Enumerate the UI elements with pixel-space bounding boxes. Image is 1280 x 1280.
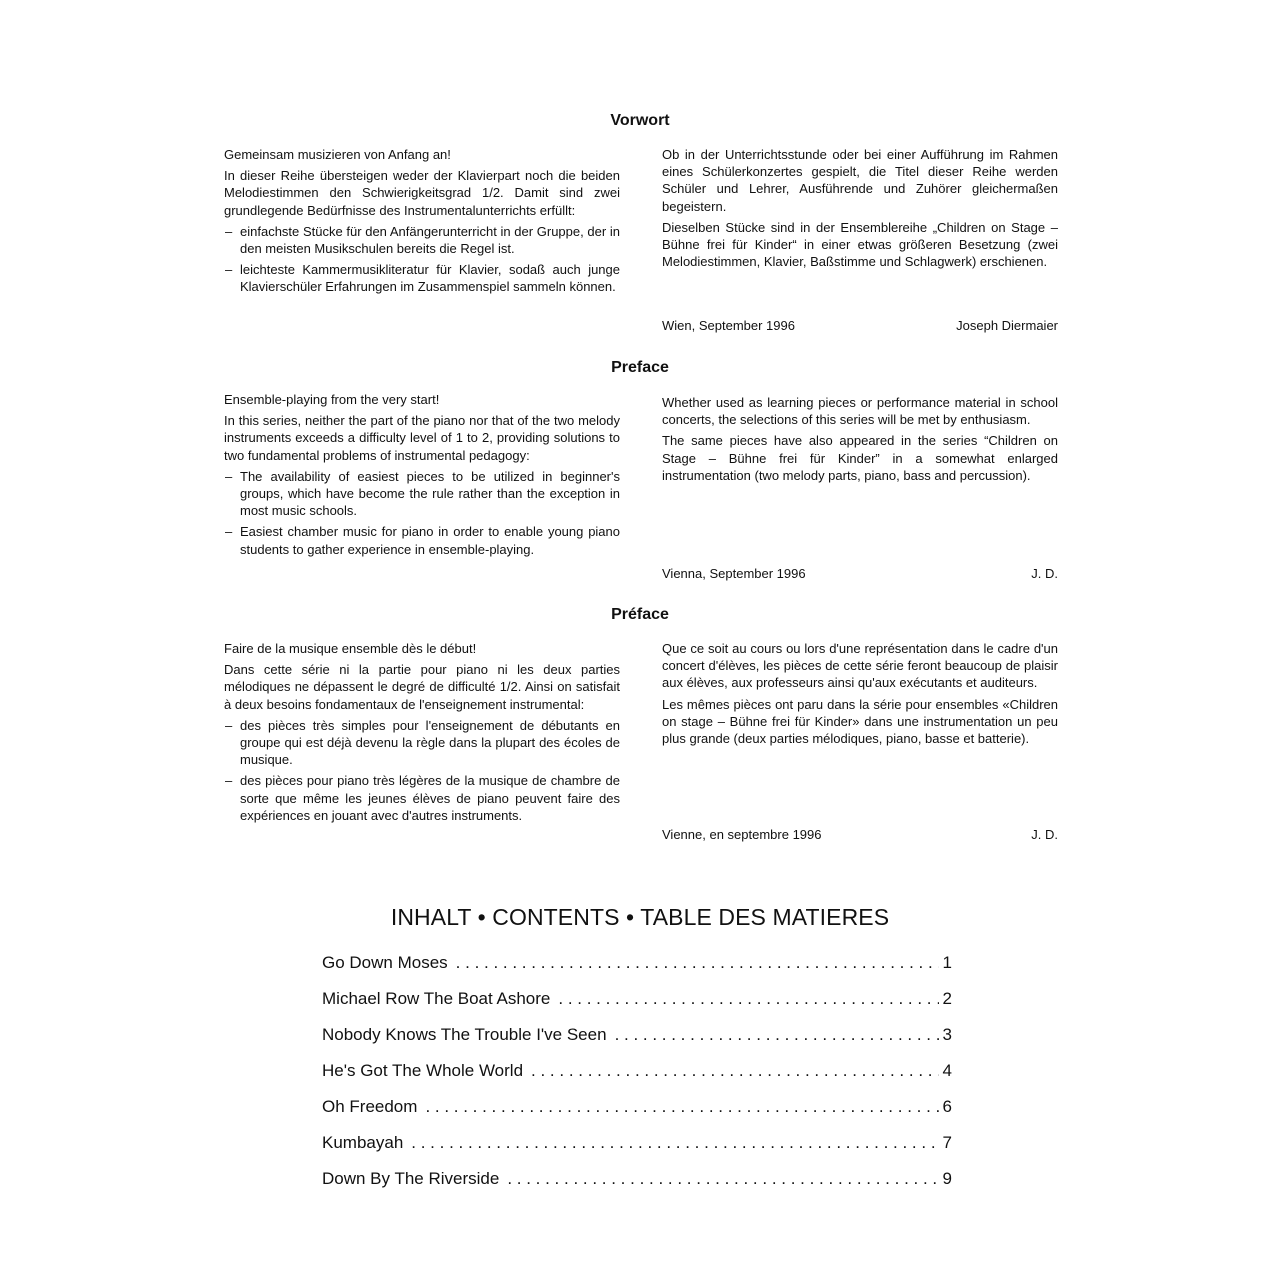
preface-right-column — [662, 394, 1058, 488]
preface-fr-right-paragraph-2: Les mêmes pièces ont paru dans la série pour ensembles «Children on stage – Bühne frei für Kinder» dans une instrumentation un peu plus grande (deux parties mélodiques, piano, basse et batterie). — [662, 696, 1058, 747]
preface-fr-title: Préface — [611, 606, 669, 623]
toc-entry-title: Kumbayah — [322, 1133, 404, 1152]
vorwort-signature: Joseph Diermaier — [956, 318, 1058, 333]
toc-entry-page: 4 — [942, 1061, 952, 1080]
vorwort-right-column — [662, 146, 1058, 274]
toc-entry-title: He's Got The Whole World — [322, 1061, 524, 1080]
toc-leader-dots — [615, 1024, 939, 1046]
preface-fr-intro: Faire de la musique ensemble dès le début! — [224, 641, 477, 656]
preface-fr-signature-line — [662, 826, 1058, 843]
preface-fr-paragraph: Dans cette série ni la partie pour piano ni les deux parties mélodiques ne dépassent le degré de difficulté 1/2. Ainsi on satisfait à deux besoins fondamentaux de l'enseignement instrumental: — [224, 662, 620, 712]
vorwort-intro: Gemeinsam musizieren von Anfang an! — [224, 147, 451, 162]
toc-entry-page: 3 — [942, 1025, 952, 1044]
toc-entry-page: 1 — [942, 953, 952, 972]
toc-entry-title: Down By The Riverside — [322, 1169, 500, 1188]
toc-entry-page: 9 — [942, 1169, 952, 1188]
preface-fr-place-date: Vienne, en septembre 1996 — [662, 827, 822, 842]
preface-signature: J. D. — [1031, 566, 1058, 581]
vorwort-right-paragraph-1: Ob in der Unterrichtsstunde oder bei einer Aufführung im Rahmen eines Schülerkonzertes gespielt, die Titel dieser Reihe werden Schüler und Lehrer, Ausführende und Zuhörer gleichermaßen begeistern. — [662, 147, 1058, 214]
contents-list — [322, 952, 952, 1204]
toc-entry-page: 2 — [942, 989, 952, 1008]
toc-leader-dots — [531, 1060, 939, 1082]
toc-entry-page: 7 — [942, 1133, 952, 1152]
toc-entry — [322, 988, 952, 1024]
toc-entry-title: Nobody Knows The Trouble I've Seen — [322, 1025, 607, 1044]
vorwort-list-item: – leichteste Kammermusikliteratur für Klavier, sodaß auch junge Klavierschüler Erfahrungen im Zusammenspiel sammeln können. — [224, 261, 620, 295]
contents-title: INHALT • CONTENTS • TABLE DES MATIERES — [390, 904, 890, 930]
preface-list-item: – The availability of easiest pieces to be utilized in beginner's groups, which have become the rule rather than the exception in most music schools. — [224, 468, 620, 520]
preface-intro: Ensemble-playing from the very start! — [224, 392, 440, 407]
toc-entry-title: Michael Row The Boat Ashore — [322, 989, 551, 1008]
preface-left-column — [224, 391, 620, 562]
toc-entry — [322, 952, 952, 988]
toc-entry-title: Go Down Moses — [322, 953, 448, 972]
toc-entry — [322, 1024, 952, 1060]
preface-fr-right-paragraph-1: Que ce soit au cours ou lors d'une représentation dans le cadre d'un concert d'élèves, les pièces de cette série feront beaucoup de plaisir aux élèves, aux professeurs ainsi qu'aux exécutants et auditeurs. — [662, 641, 1058, 691]
preface-fr-right-column — [662, 640, 1058, 751]
toc-entry — [322, 1096, 952, 1132]
preface-fr-list — [224, 717, 620, 824]
preface-paragraph: In this series, neither the part of the piano nor that of the two melody instruments exceeds a difficulty level of 1 to 2, providing solutions to two fundamental problems of instrumental pedagogy: — [224, 413, 620, 463]
vorwort-right-paragraph-2: Dieselben Stücke sind in der Ensemblereihe „Children on Stage – Bühne frei für Kinder“ in einer etwas größeren Besetzung (zwei Melodiestimmen, Klavier, Baßstimme und Schlagwerk) erschienen. — [662, 219, 1058, 270]
preface-fr-signature: J. D. — [1031, 827, 1058, 842]
toc-entry-page: 6 — [942, 1097, 952, 1116]
toc-leader-dots — [507, 1168, 938, 1190]
preface-list — [224, 468, 620, 558]
preface-signature-line — [662, 565, 1058, 582]
toc-leader-dots — [558, 988, 938, 1010]
vorwort-signature-line — [662, 317, 1058, 334]
preface-list-item: – Easiest chamber music for piano in order to enable young piano students to gather experience in ensemble-playing. — [224, 523, 620, 557]
preface-title: Preface — [611, 359, 669, 376]
preface-right-paragraph-1: Whether used as learning pieces or performance material in school concerts, the selections of this series will be met by enthusiasm. — [662, 395, 1058, 428]
toc-leader-dots — [411, 1132, 938, 1154]
toc-leader-dots — [425, 1096, 938, 1118]
vorwort-list — [224, 223, 620, 296]
preface-right-paragraph-2: The same pieces have also appeared in the series “Children on Stage – Bühne frei für Kinder” in a somewhat enlarged instrumentation (two melody parts, piano, bass and percussion). — [662, 433, 1058, 483]
preface-fr-list-item: – des pièces très simples pour l'enseignement de débutants en groupe qui est déjà devenu la règle dans la plupart des écoles de musique. — [224, 717, 620, 769]
toc-entry — [322, 1060, 952, 1096]
vorwort-paragraph: In dieser Reihe übersteigen weder der Klavierpart noch die beiden Melodiestimmen den Schwierigkeitsgrad 1/2. Damit sind zwei grundlegende Bedürfnisse des Instrumentalunterrichts erfüllt: — [224, 168, 620, 218]
vorwort-place-date: Wien, September 1996 — [662, 318, 795, 333]
preface-place-date: Vienna, September 1996 — [662, 566, 806, 581]
preface-fr-list-item: – des pièces pour piano très légères de la musique de chambre de sorte que même les jeunes élèves de piano peuvent faire des expériences en jouant avec d'autres instruments. — [224, 772, 620, 824]
toc-leader-dots — [456, 952, 939, 974]
toc-entry-title: Oh Freedom — [322, 1097, 418, 1116]
vorwort-left-column — [224, 146, 620, 300]
toc-entry — [322, 1168, 952, 1204]
toc-entry — [322, 1132, 952, 1168]
vorwort-title: Vorwort — [610, 112, 670, 129]
preface-fr-left-column — [224, 640, 620, 828]
vorwort-list-item: – einfachste Stücke für den Anfängerunterricht in der Gruppe, der in den meisten Musikschulen bereits die Regel ist. — [224, 223, 620, 257]
